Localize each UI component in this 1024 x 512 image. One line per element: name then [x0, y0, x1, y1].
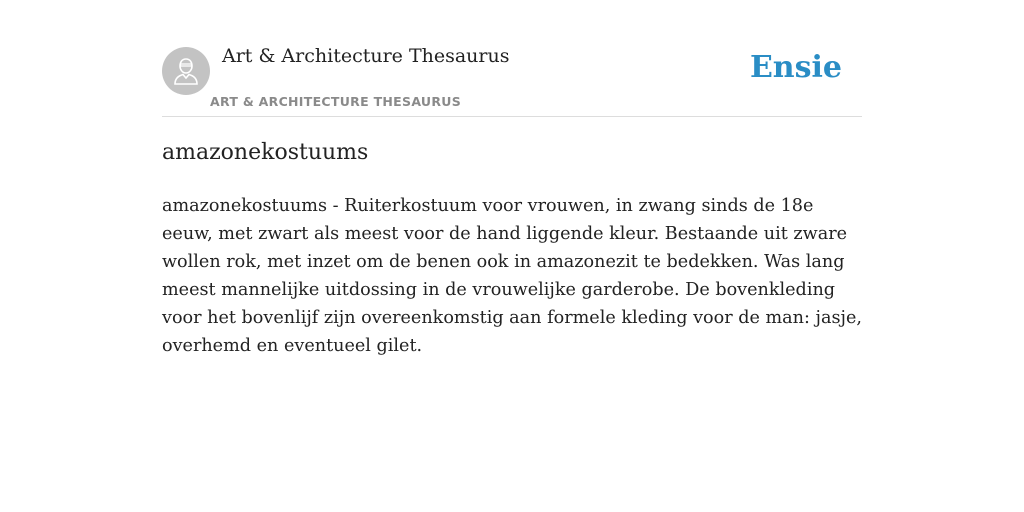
term-title: amazonekostuums — [162, 140, 369, 165]
entry-header — [162, 0, 862, 117]
entry-card — [162, 0, 862, 356]
ensie-logo-link[interactable]: Ensie — [749, 50, 842, 85]
user-silhouette-icon — [172, 56, 200, 86]
source-label[interactable]: ART & ARCHITECTURE THESAURUS — [210, 94, 462, 109]
author-avatar[interactable] — [162, 47, 210, 95]
term-definition: amazonekostuums - Ruiterkostuum voor vrouwen, in zwang sinds de 18e eeuw, met zwart als meest voor de hand liggende kleur. Bestaande uit zware wollen rok, met inzet om de benen ook in amazonezit te bedekken. Was lang meest mannelijke uitdossing in de vrouwelijke garderobe. De bovenkleding voor het bovenlijf zijn overeenkomstig aan formele kleding voor de man: jasje, overhemd en eventueel gilet. — [162, 196, 862, 356]
author-name[interactable]: Art & Architecture Thesaurus — [222, 45, 510, 67]
